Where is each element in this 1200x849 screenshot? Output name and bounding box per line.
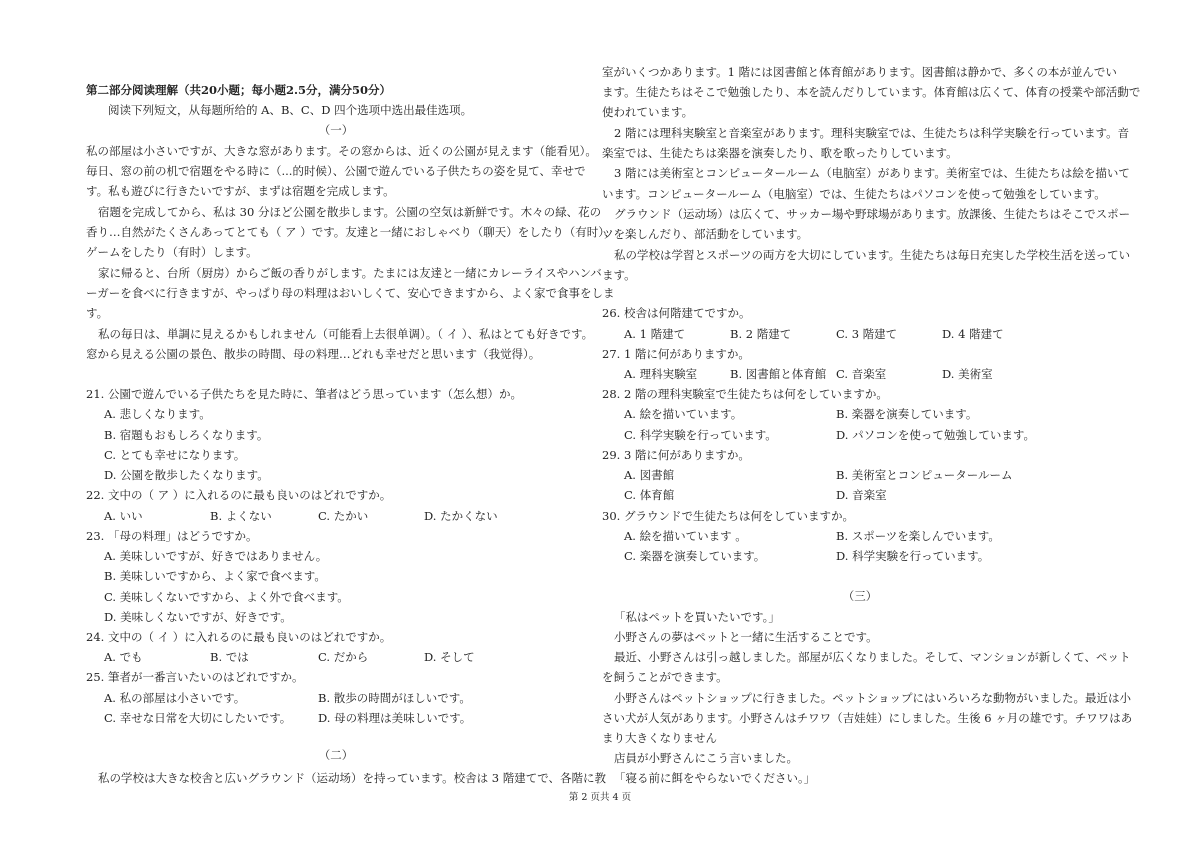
answer-option: C. 3 階建て <box>836 327 898 341</box>
passage2-line: 私の学校は大きな校舎と広いグラウンド（运动场）を持っています。校舎は 3 階建てで、各階に教 <box>98 771 606 785</box>
passage2-line: 楽室では、生徒たちは楽器を演奏したり、歌を歌ったりしています。 <box>602 146 958 160</box>
passage3-line: 「私はペットを買いたいです。」 <box>614 610 780 624</box>
answer-option: A. 理科実験室 <box>624 367 698 381</box>
answer-option: A. いい <box>104 509 143 523</box>
instruction: 阅读下列短文，从每题所给的 A、B、C、D 四个选项中选出最佳选项。 <box>108 103 473 117</box>
passage1-line: 窓から見える公園の景色、散歩の時間、母の料理…どれも幸せだと思います（我觉得）。 <box>86 347 541 361</box>
passage1-line: 宿題を完成してから、私は 30 分ほど公園を散歩します。公園の空気は新鮮です。木々の緑、花の <box>98 205 602 219</box>
answer-option: A. でも <box>104 650 143 664</box>
passage2-line: 室がいくつかあります。1 階には図書館と体育館があります。図書館は静かで、多くの本が並んでい <box>602 65 1117 79</box>
answer-option: C. とても幸せになります。 <box>104 448 246 462</box>
answer-option: A. 美味しいですが、好きではありません。 <box>104 549 328 563</box>
answer-option: C. 楽器を演奏しています。 <box>624 549 766 563</box>
passage2-line: います。コンピュータールーム（电脑室）では、生徒たちはパソコンを使って勉強をしています。 <box>602 187 1106 201</box>
answer-option: D. 公園を散歩したくなります。 <box>104 468 269 482</box>
question-stem: 25. 筆者が一番言いたいのはどれですか。 <box>86 670 304 684</box>
passage3-line: 店員が小野さんにこう言いました。 <box>614 751 798 765</box>
passage1-line: 香り…自然がたくさんあってとても（ ア ）です。友達と一緒におしゃべり（聊天）をしたり（有时）、 <box>86 225 616 239</box>
passage2-line: 3 階には美術室とコンピュータールーム（电脑室）があります。美術室では、生徒たちは絵を描いて <box>614 166 1130 180</box>
section-title: 第二部分阅读理解（共20小题；每小题2.5分，满分50分） <box>86 83 392 97</box>
answer-option: B. 美術室とコンピュータールーム <box>836 468 1013 482</box>
answer-option: D. 美味しくないですが、好きです。 <box>104 610 292 624</box>
passage2-line: ツを楽しんだり、部活動をしています。 <box>602 227 809 241</box>
passage3-label: （三） <box>842 589 878 603</box>
passage3-line: さい犬が人気があります。小野さんはチワワ（吉娃娃）にしました。生後 6 ヶ月の雄です。チワワはあ <box>602 711 1133 725</box>
passage1-line: ゲームをしたり（有时）します。 <box>86 245 258 259</box>
answer-option: B. 楽器を演奏しています。 <box>836 407 978 421</box>
answer-option: B. 美味しいですから、よく家で食べます。 <box>104 569 326 583</box>
answer-option: D. そして <box>424 650 475 664</box>
passage1-line: 毎日、窓の前の机で宿題をやる時に（...的时候）、公園で遊んでいる子供たちの姿を見て、幸せで <box>86 164 586 178</box>
answer-option: C. 美味しくないですから、よく外で食べます。 <box>104 590 349 604</box>
answer-option: A. 絵を描いています 。 <box>624 529 747 543</box>
passage1-line: す。 <box>86 306 109 320</box>
passage2-label: （二） <box>318 748 354 762</box>
passage2-line: 私の学校は学習とスポーツの両方を大切にしています。生徒たちは毎日充実した学校生活を送ってい <box>614 248 1131 262</box>
answer-option: C. たかい <box>318 509 369 523</box>
question-stem: 21. 公園で遊んでいる子供たちを見た時に、筆者はどう思っています（怎么想）か。 <box>86 387 522 401</box>
question-stem: 27. 1 階に何がありますか。 <box>602 347 750 361</box>
answer-option: B. よくない <box>210 509 272 523</box>
passage2-line: 2 階には理科実験室と音楽室があります。理科実験室では、生徒たちは科学実験を行っています。音 <box>614 126 1130 140</box>
question-stem: 28. 2 階の理科実験室で生徒たちは何をしていますか。 <box>602 387 888 401</box>
answer-option: B. 図書館と体育館 <box>730 367 827 381</box>
question-stem: 29. 3 階に何がありますか。 <box>602 448 750 462</box>
answer-option: D. 科学実験を行っています。 <box>836 549 990 563</box>
answer-option: C. だから <box>318 650 369 664</box>
question-stem: 24. 文中の（ イ ）に入れるのに最も良いのはどれですか。 <box>86 630 392 644</box>
answer-option: B. スポーツを楽しんでいます。 <box>836 529 1000 543</box>
passage2-line: 使われています。 <box>602 105 694 119</box>
passage1-line: 私の毎日は、単調に見えるかもしれません（可能看上去很单调）。（ イ ）、私はとても好きです。 <box>98 327 594 341</box>
answer-option: D. たかくない <box>424 509 498 523</box>
page-footer: 第 2 页共 4 页 <box>568 792 632 803</box>
answer-option: A. 私の部屋は小さいです。 <box>104 691 246 705</box>
passage1-line: す。私も遊びに行きたいですが、まずは宿題を完成します。 <box>86 184 395 198</box>
answer-option: A. 図書館 <box>624 468 675 482</box>
answer-option: C. 音楽室 <box>836 367 887 381</box>
question-stem: 23. 「母の料理」はどうですか。 <box>86 529 258 543</box>
passage3-line: を飼うことができます。 <box>602 670 728 684</box>
passage3-line: 小野さんはペットショップに行きました。ペットショップにはいろいろな動物がいました。最近は小 <box>614 691 1132 705</box>
answer-option: B. では <box>210 650 249 664</box>
answer-option: A. 悲しくなります。 <box>104 407 211 421</box>
answer-option: D. 母の料理は美味しいです。 <box>318 711 472 725</box>
answer-option: D. 美術室 <box>942 367 993 381</box>
question-stem: 22. 文中の（ ア ）に入れるのに最も良いのはどれですか。 <box>86 488 392 502</box>
passage3-line: 「寝る前に餌をやらないでください。」 <box>614 771 816 785</box>
passage2-line: ます。生徒たちはそこで勉強したり、本を読んだりしています。体育館は広くて、体育の授業や部活動で <box>602 85 1141 99</box>
answer-option: D. 音楽室 <box>836 488 887 502</box>
answer-option: B. 散歩の時間がほしいです。 <box>318 691 471 705</box>
answer-option: D. パソコンを使って勉強しています。 <box>836 428 1035 442</box>
answer-option: C. 科学実験を行っています。 <box>624 428 777 442</box>
passage1-line: 私の部屋は小さいですが、大きな窓があります。その窓からは、近くの公園が見えます（能看见）。 <box>86 144 597 158</box>
answer-option: D. 4 階建て <box>942 327 1004 341</box>
answer-option: C. 体育館 <box>624 488 675 502</box>
passage3-line: 小野さんの夢はペットと一緒に生活することです。 <box>614 630 878 644</box>
question-stem: 26. 校舎は何階建てですか。 <box>602 306 751 320</box>
answer-option: A. 1 階建て <box>624 327 686 341</box>
passage1-label: （一） <box>318 123 354 137</box>
passage2-line: ます。 <box>602 268 636 282</box>
answer-option: C. 幸せな日常を大切にしたいです。 <box>104 711 292 725</box>
passage1-line: ーガーを食べに行きますが、やっぱり母の料理はおいしくて、安心できますから、よく家で食事をしま <box>86 286 615 300</box>
passage1-line: 家に帰ると、台所（厨房）からご飯の香りがします。たまには友達と一緒にカレーライスやハンバ <box>98 266 602 280</box>
passage3-line: 最近、小野さんは引っ越しました。部屋が広くなりました。そして、マンションが新しくて、ペット <box>614 650 1131 664</box>
passage2-line: グラウンド（运动场）は広くて、サッカー場や野球場があります。放課後、生徒たちはそこでスポー <box>614 207 1131 221</box>
passage3-line: まり大きくなりません <box>602 731 717 745</box>
answer-option: B. 宿題もおもしろくなります。 <box>104 428 269 442</box>
question-stem: 30. グラウンドで生徒たちは何をしていますか。 <box>602 509 854 523</box>
answer-option: B. 2 階建て <box>730 327 792 341</box>
answer-option: A. 絵を描いています。 <box>624 407 743 421</box>
